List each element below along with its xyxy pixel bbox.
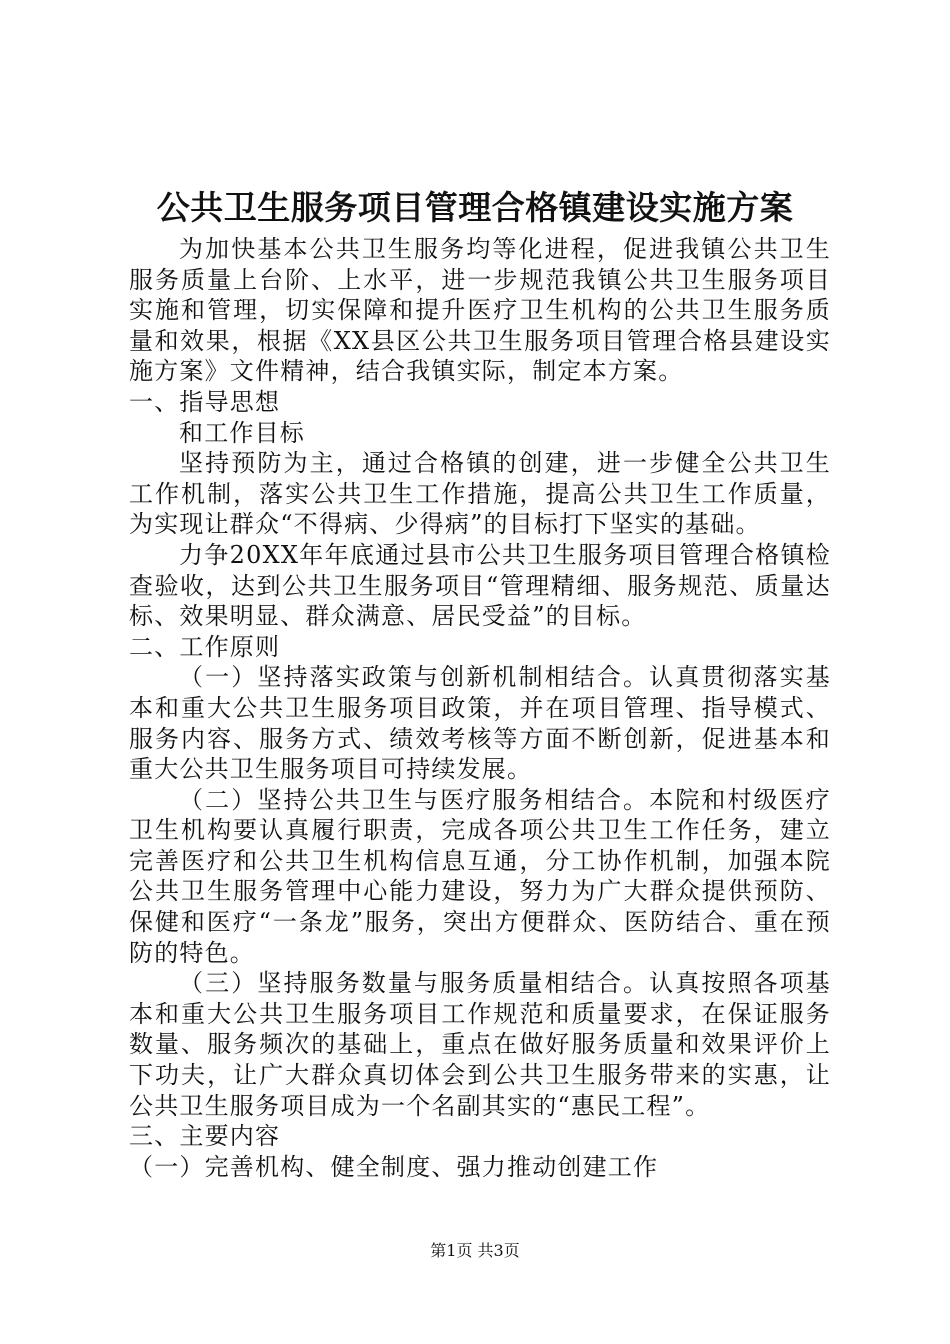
page-footer: 第1页 共3页 bbox=[430, 1241, 520, 1260]
principle-text-3: 认真按照各项基本和重大公共卫生服务项目工作规范和质量要求，在保证服务数量、服务频次的基础上，重点在做好服务质量和效果评价上下功夫，让广大群众真切体会到公共卫生服务带来的实惠，让公共卫生服务项目成为一个名副其实的“惠民工程”。 bbox=[129, 969, 831, 1120]
principle-lead-1: （一）坚持落实政策与创新机制相结合。 bbox=[179, 663, 650, 692]
guiding-paragraph-2: 力争20XX年年底通过县市公共卫生服务项目管理合格镇检查验收，达到公共卫生服务项目“管理精细、服务规范、质量达标、效果明显、群众满意、居民受益”的目标。 bbox=[129, 540, 831, 631]
guiding-paragraph-1: 坚持预防为主，通过合格镇的创建，进一步健全公共卫生工作机制，落实公共卫生工作措施，提高公共卫生工作质量，为实现让群众“不得病、少得病”的目标打下坚实的基础。 bbox=[129, 449, 831, 539]
subsection-heading-1: （一）完善机构、健全制度、强力推动创建工作 bbox=[129, 1152, 659, 1181]
intro-paragraph: 为加快基本公共卫生服务均等化进程，促进我镇公共卫生服务质量上台阶、上水平，进一步规范我镇公共卫生服务项目实施和管理，切实保障和提升医疗卫生机构的公共卫生服务质量和效果，根据《XX县区公共卫生服务项目管理合格县建设实施方案》文件精神，结合我镇实际，制定本方案。 bbox=[129, 235, 831, 386]
principle-text-1: 认真贯彻落实基本和重大公共卫生服务项目政策，并在项目管理、指导模式、服务内容、服务方式、绩效考核等方面不断创新，促进基本和重大公共卫生服务项目可持续发展。 bbox=[129, 663, 831, 784]
section-heading-main-content: 三、主要内容 bbox=[129, 1122, 281, 1151]
principle-paragraph-1 bbox=[129, 662, 831, 784]
principle-lead-3: （三）坚持服务数量与服务质量相结合。 bbox=[179, 969, 650, 998]
section-heading-guiding-ideology: 一、指导思想 bbox=[129, 387, 281, 416]
principle-paragraph-3 bbox=[129, 968, 831, 1121]
principle-text-2: 本院和村级医疗卫生机构要认真履行职责，完成各项公共卫生工作任务，建立完善医疗和公共卫生机构信息互通，分工协作机制，加强本院公共卫生服务管理中心能力建设，努力为广大群众提供预防、保健和医疗“一条龙”服务，突出方便群众、医防结合、重在预防的特色。 bbox=[129, 785, 831, 967]
document-title: 公共卫生服务项目管理合格镇建设实施方案 bbox=[156, 188, 794, 227]
principle-paragraph-2 bbox=[129, 785, 831, 969]
principle-lead-2: （二）坚持公共卫生与医疗服务相结合。 bbox=[179, 785, 650, 814]
section-heading-work-principles: 二、工作原则 bbox=[129, 632, 281, 661]
section-subline-work-goals: 和工作目标 bbox=[179, 418, 305, 447]
document-body bbox=[129, 234, 831, 1182]
